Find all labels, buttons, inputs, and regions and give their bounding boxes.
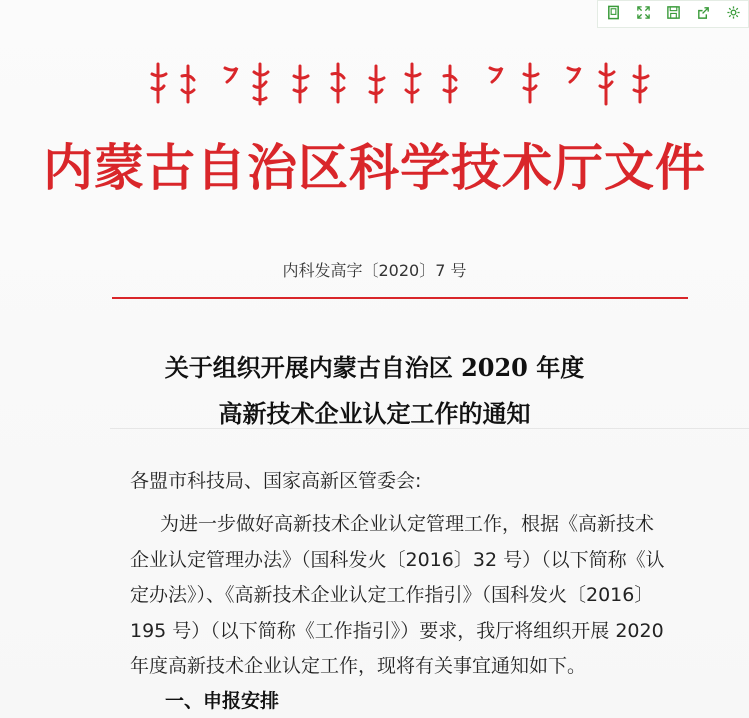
- expand-icon[interactable]: [632, 3, 654, 21]
- red-divider: [112, 297, 688, 299]
- body-line: 为进一步做好高新技术企业认定管理工作，根据《高新技术: [160, 513, 655, 535]
- notice-title-line1: 关于组织开展内蒙古自治区 2020 年度: [164, 353, 585, 382]
- issuer-title: 内蒙古自治区科学技术厅文件: [43, 138, 706, 197]
- gray-divider: [110, 428, 749, 429]
- page-icon[interactable]: [602, 3, 624, 21]
- section-heading: 一、申报安排: [165, 690, 280, 712]
- document-number: 内科发高字〔2020〕7 号: [282, 261, 467, 280]
- save-icon[interactable]: [662, 3, 684, 21]
- viewer-toolbar: [597, 0, 749, 28]
- share-icon[interactable]: [692, 3, 714, 21]
- notice-title-line2: 高新技术企业认定工作的通知: [218, 399, 531, 428]
- body-line: 定办法》）、《高新技术企业认定工作指引》（国科发火〔2016〕: [130, 584, 654, 606]
- body-line: 195 号）（以下简称《工作指引》）要求，我厅将组织开展 2020: [130, 620, 664, 642]
- mongolian-script-header: [140, 60, 660, 108]
- body-line: 年度高新技术企业认定工作，现将有关事宜通知如下。: [130, 655, 587, 677]
- gear-icon[interactable]: [722, 3, 744, 21]
- body-line: 企业认定管理办法》（国科发火〔2016〕32 号）（以下简称《认: [130, 549, 665, 571]
- salutation: 各盟市科技局、国家高新区管委会:: [130, 470, 422, 492]
